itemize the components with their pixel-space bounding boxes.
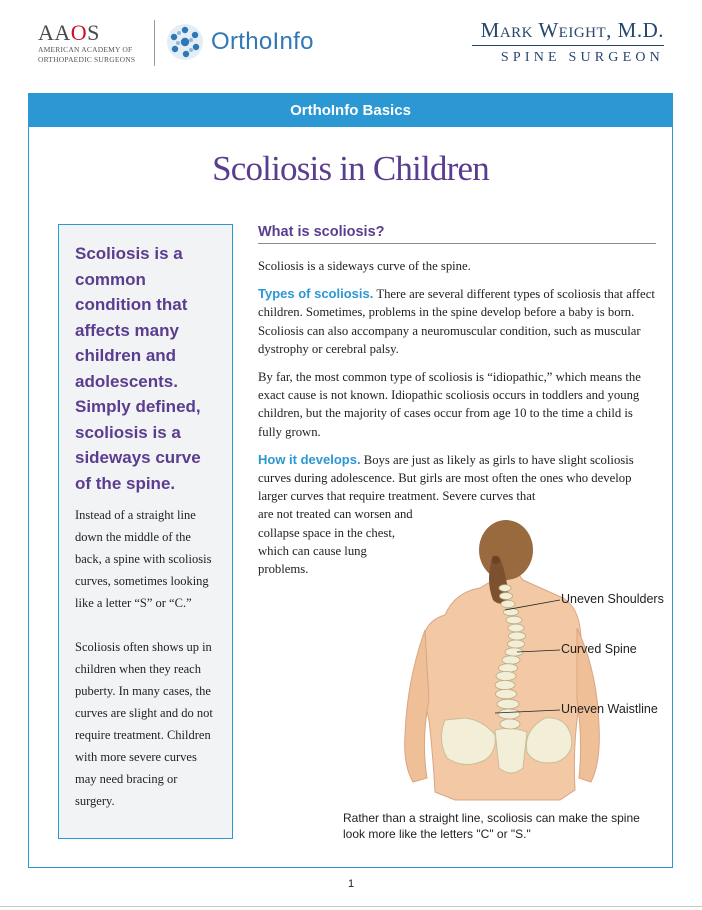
develops-paragraph (258, 451, 656, 506)
aaos-logo (38, 22, 148, 64)
label-uneven-waistline: Uneven Waistline (561, 702, 658, 716)
aaos-wordmark: AAOS (38, 20, 100, 45)
section-banner: OrthoInfo Basics (29, 94, 672, 127)
surgeon-name: Mark Weight, M.D. (480, 18, 664, 42)
aaos-subtitle-2: ORTHOPAEDIC SURGEONS (38, 55, 136, 64)
figure-caption: Rather than a straight line, scoliosis can make the spine look more like the letters "C" or "S." (343, 811, 640, 841)
label-uneven-shoulders: Uneven Shoulders (561, 592, 664, 606)
surgeon-rule (472, 45, 664, 46)
develops-lead: How it develops. (258, 451, 361, 467)
header-divider (154, 20, 155, 66)
back-illustration (385, 520, 670, 805)
left-arm (405, 630, 429, 782)
section-heading: What is scoliosis? (258, 224, 656, 244)
types-lead: Types of scoliosis. (258, 286, 374, 302)
orthoinfo-logo (165, 22, 314, 62)
page-number: 1 (347, 878, 355, 890)
types-text: There are several different types of scoliosis that affect children. Sometimes, problems in the spine develop before a baby is born. Scoliosis can also accompany a neuromuscular condition, such as muscular dystrophy or cerebral palsy. (258, 287, 655, 356)
surgeon-branding (454, 18, 664, 66)
footer-line (0, 906, 702, 907)
surgeon-title: SPINE SURGEON (500, 50, 664, 65)
label-curved-spine: Curved Spine (561, 642, 637, 656)
idiopathic-paragraph: By far, the most common type of scoliosis is “idiopathic,” which means the exact cause is not known. Idiopathic scoliosis occurs in toddlers and young children, but the majority of cases occur from age 10 to the time a child is fully grown. (258, 370, 641, 439)
develops-continuation: are not treated can worsen and collapse space in the chest, which can cause lung problems. (258, 507, 413, 577)
sidebar-lead: Scoliosis is a common condition that affects many children and adolescents. Simply defined, scoliosis is a sideways curve of the spine. (75, 244, 201, 493)
sidebar-paragraph-1: Instead of a straight line down the middle of the back, a spine with scoliosis curves, sometimes looking like a letter “S” or “C.” (75, 508, 212, 610)
page-header (0, 0, 702, 90)
page-title: Scoliosis in Children (212, 149, 489, 188)
types-paragraph (258, 285, 656, 358)
orthoinfo-wordmark: OrthoInfo (211, 28, 314, 55)
sidebar-box (58, 224, 233, 839)
scoliosis-figure (385, 520, 670, 805)
intro-paragraph: Scoliosis is a sideways curve of the spine. (258, 259, 471, 273)
aaos-subtitle-1: AMERICAN ACADEMY OF (38, 45, 133, 54)
sidebar-paragraph-2: Scoliosis often shows up in children when they reach puberty. In many cases, the curves are slight and do not require treatment. Children with more severe curves may need bracing or surgery. (75, 640, 213, 808)
hair-tie (492, 556, 500, 564)
head (479, 520, 533, 580)
develops-text: Boys are just as likely as girls to have slight scoliosis curves during adolescence. But girls are most often the ones who develop larger curves that require treatment. Severe curves that (258, 452, 634, 504)
orthoinfo-globe-icon (165, 22, 205, 62)
